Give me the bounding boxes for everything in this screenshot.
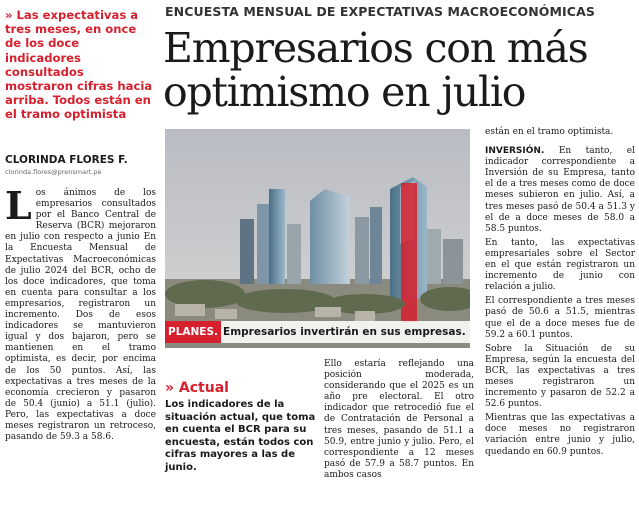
skyline-illustration bbox=[165, 129, 470, 348]
byline: CLORINDA FLORES F. bbox=[5, 154, 128, 166]
col4-continuation: están en el tramo optimista. bbox=[485, 127, 614, 137]
sidebar-text: Los indicadores de la situación actual, que toma en cuenta el BCR para su encuesta, están todos con cifras mayores a las de junio. bbox=[165, 399, 316, 473]
headline: Empresarios con más optimismo en julio bbox=[163, 24, 588, 116]
photo-caption bbox=[165, 321, 470, 343]
kicker: ENCUESTA MENSUAL DE EXPECTATIVAS MACROECONÓMICAS bbox=[165, 4, 595, 19]
caption-tag: PLANES. bbox=[165, 321, 221, 343]
body-text-1: os ánimos de los empresarios consultados por el Banco Central de Reserva (BCR) mejoraron en julio con respecto a junio En la Encuesta Mensual de Expectativas Macroeconómicas de julio 2024 del BCR, ocho de los doce indicadores, que toma en cuenta para consultar a los empresarios, registraron un incremento. Dos de esos indicadores se mantuvieron igual y dos bajaron, pero se mantienen en el tramo optimista, es decir, por encima de los 50 puntos. Así, las expectativas a tres meses de la economía crecieron y pasaron de 50.4 (junio) a 51.1 (julio). Pero, las expectativas a doce meses registraron un retroceso, pasando de 59.3 a 58.6. bbox=[5, 188, 156, 443]
section-lead: INVERSIÓN. bbox=[485, 146, 545, 157]
sidebar-title: » Actual bbox=[165, 380, 229, 396]
body-column-3: Ello estaría reflejando una posición moderada, considerando que el 2025 es un año pre electoral. El otro indicador que retrocedió fue el de Contratación de Personal a tres meses, pasando de 51.1 a 50.9, entre junio y julio. Pero, el correspondiente a 12 meses pasó de 57.9 a 58.7 puntos. En ambos casos bbox=[324, 359, 474, 480]
city-skyline-photo bbox=[165, 129, 470, 348]
caption-text: Empresarios invertirán en sus empresas. bbox=[223, 326, 466, 338]
author-email[interactable]: clorinda.flores@prensmart.pe bbox=[5, 168, 102, 176]
body-column-4 bbox=[485, 127, 635, 458]
deck: » Las expectativas a tres meses, en once de los doce indicadores consultados mostraron cifras hacia arriba. Todos están en el tramo optimista bbox=[5, 8, 153, 122]
col4-paragraph-1 bbox=[485, 146, 635, 235]
col4-paragraph-3: El correspondiente a tres meses pasó de 50.6 a 51.5, mientras que el de a doce meses fue de 59.2 a 60.1 puntos. bbox=[485, 296, 635, 340]
body-column-1 bbox=[5, 183, 156, 443]
sidebar-box bbox=[165, 380, 318, 474]
drop-cap: L bbox=[5, 183, 32, 228]
col4-paragraph-2: En tanto, las expectativas empresariales sobre el Sector en el que están registraron un incremento de junio con relación a julio. bbox=[485, 237, 635, 293]
col4-paragraph-1-text: En tanto, el indicador correspondiente a Inversión de su Empresa, tanto el de a tres meses como de doce meses subieron en julio. Así, a tres meses pasó de 50.4 a 51.3 y el de a doce meses de 58.0 a 58.5 puntos. bbox=[485, 146, 635, 234]
col4-paragraph-5: Mientras que las expectativas a doce meses no registraron variación entre junio y julio, quedando en 60.9 puntos. bbox=[485, 413, 635, 457]
col4-paragraph-4: Sobre la Situación de su Empresa, según la encuesta del BCR, las expectativas a tres meses registraron un incremento y pasaron de 52.2 a 52.6 puntos. bbox=[485, 343, 635, 410]
